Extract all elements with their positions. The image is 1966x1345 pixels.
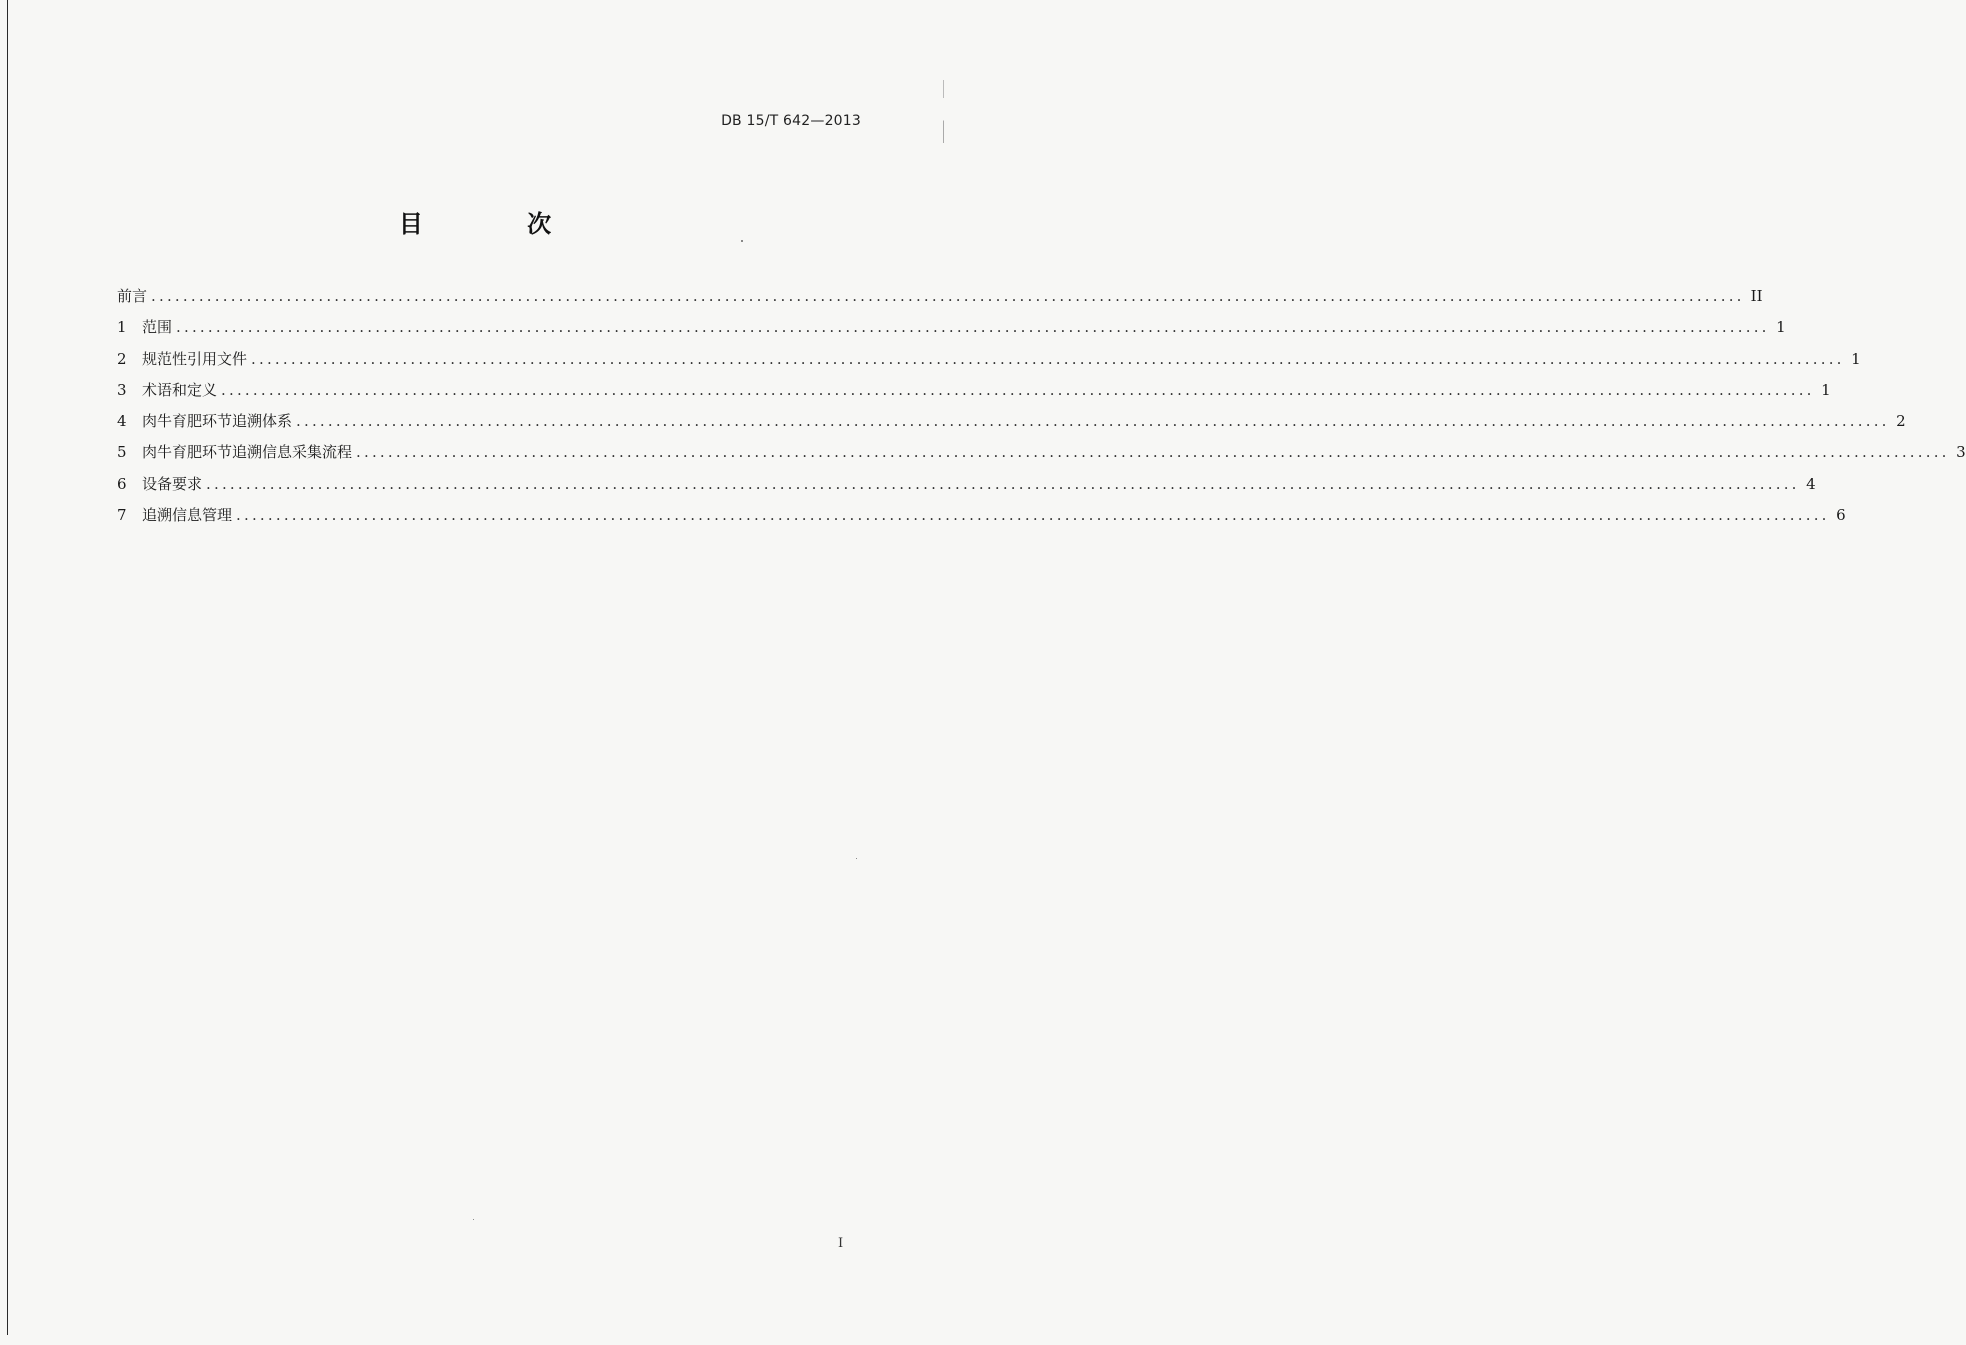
toc-entry-equipment[interactable]	[117, 472, 1816, 503]
table-of-contents	[117, 284, 1966, 534]
document-code: DB 15/T 642—2013	[721, 113, 861, 129]
toc-entry-information-management[interactable]	[117, 503, 1846, 534]
scan-border-line	[7, 0, 8, 1335]
page-number: I	[838, 1236, 844, 1251]
toc-leader-dots: ........................................................................................................................................................................................................	[251, 349, 1845, 368]
scan-speck	[473, 1219, 474, 1220]
toc-leader-dots: ........................................................................................................................................................................................................	[176, 318, 1770, 337]
toc-entry-number: 3	[117, 380, 127, 399]
toc-entry-page: 6	[1836, 506, 1846, 525]
toc-title: 目 次	[398, 210, 600, 238]
toc-entry-page: 3	[1956, 443, 1966, 462]
toc-entry-label: 肉牛育肥环节追溯体系	[142, 412, 293, 431]
toc-entry-number: 4	[117, 412, 127, 431]
toc-entry-traceability-system[interactable]	[117, 409, 1906, 440]
toc-entry-label: 规范性引用文件	[142, 349, 248, 368]
toc-entry-number: 1	[117, 318, 127, 337]
toc-entry-normative-references[interactable]	[117, 347, 1861, 378]
scan-border-marks	[943, 80, 944, 170]
toc-entry-foreword[interactable]	[117, 284, 1763, 315]
toc-entry-number: 2	[117, 349, 127, 368]
toc-entry-terms-definitions[interactable]	[117, 378, 1831, 409]
toc-entry-page: 1	[1776, 318, 1786, 337]
toc-entry-label: 术语和定义	[142, 380, 218, 399]
toc-entry-number: 5	[117, 443, 127, 462]
toc-entry-page: 1	[1851, 349, 1861, 368]
toc-entry-label: 追溯信息管理	[142, 506, 233, 525]
toc-entry-collection-process[interactable]	[117, 440, 1966, 471]
toc-entry-page: II	[1750, 287, 1763, 305]
toc-entry-page: 4	[1806, 474, 1816, 493]
toc-entry-number: 7	[117, 506, 127, 525]
scan-speck	[856, 858, 857, 859]
scan-speck	[741, 240, 743, 242]
toc-leader-dots: ........................................................................................................................................................................................................	[151, 287, 1745, 305]
toc-entry-page: 2	[1896, 412, 1906, 431]
toc-leader-dots: ........................................................................................................................................................................................................	[221, 380, 1815, 399]
toc-leader-dots: ........................................................................................................................................................................................................	[356, 443, 1950, 462]
toc-leader-dots: ........................................................................................................................................................................................................	[236, 506, 1830, 525]
toc-leader-dots: ........................................................................................................................................................................................................	[206, 474, 1800, 493]
toc-entry-page: 1	[1821, 380, 1831, 399]
toc-entry-label: 范围	[142, 318, 173, 337]
toc-leader-dots: ........................................................................................................................................................................................................	[296, 412, 1890, 431]
toc-entry-number: 6	[117, 474, 127, 493]
toc-entry-scope[interactable]	[117, 315, 1786, 346]
toc-entry-label: 前言	[117, 287, 148, 305]
toc-entry-label: 设备要求	[142, 474, 203, 493]
toc-entry-label: 肉牛育肥环节追溯信息采集流程	[142, 443, 353, 462]
